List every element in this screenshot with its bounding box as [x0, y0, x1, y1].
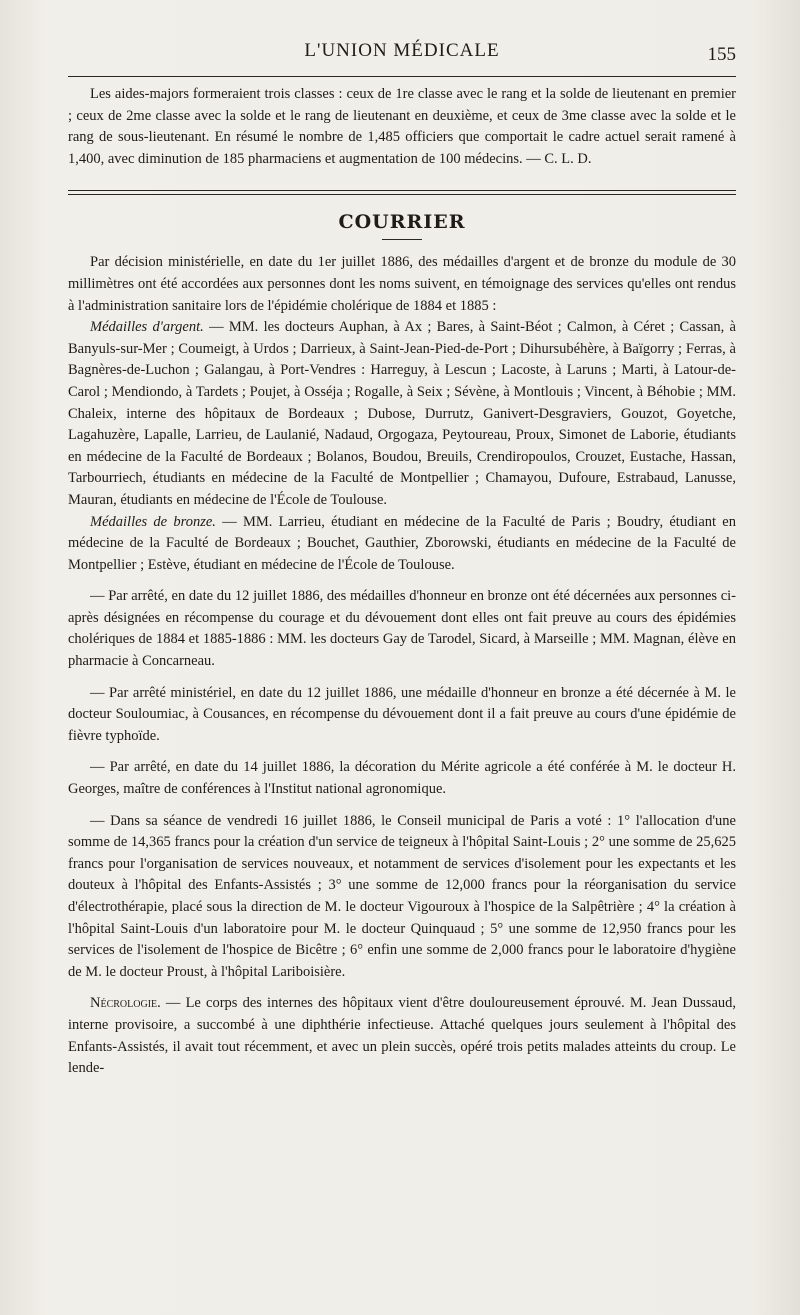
spacer [68, 983, 736, 993]
text-medailles-argent: — MM. les docteurs Auphan, à Ax ; Bares, à Saint-Béot ; Calmon, à Céret ; Cassan, à Banyuls-sur-Mer ; Coumeigt, à Urdos ; Darrieux, à Saint-Jean-Pied-de-Port ; Dihursubéhère, à Baïgorry ; Ferras, à Bagnères-de-Luchon ; Galangau, à Port-Vendres : Harreguy, à Lescun ; Lacoste, à Laruns ; Marti, à Latour-de-Carol ; Mendiondo, à Tardets ; Poujet, à Osséja ; Rogalle, à Seix ; Sévène, à Montlouis ; Vincent, à Béhobie ; MM. Chaleix, interne des hôpitaux de Bordeaux ; Dubose, Durrutz, Ganivert-Desgraviers, Gouzot, Goyetche, Lagahuzère, Lapalle, Larrieu, de Laulanié, Nadaud, Orgogaza, Peytoureau, Proux, Simonet de Laborie, étudiants en médecine de la Faculté de Bordeaux ; Bolanos, Boudou, Breuils, Crendiropoulos, Crouzet, Eustache, Hassan, Tarbourriech, étudiants en médecine de la Faculté de Montpellier ; Chamayou, Dufoure, Estrabaud, Lanusse, Mauran, étudiants en médecine de l'École de Toulouse. [68, 319, 736, 508]
paragraph-merite-agricole: — Par arrêté, en date du 14 juillet 1886, la décoration du Mérite agricole a été conférée à M. le docteur H. Georges, maître de conférences à l'Institut national agronomique. [68, 759, 736, 798]
label-medailles-bronze: Médailles de bronze. [90, 513, 216, 530]
spacer [68, 673, 736, 683]
spacer [68, 576, 736, 586]
page-body [68, 84, 736, 1080]
paragraph-medailles-bronze [68, 512, 736, 577]
paragraph-medailles-argent [68, 317, 736, 511]
header-rule [68, 76, 736, 77]
paragraph-conseil-municipal: — Dans sa séance de vendredi 16 juillet 1886, le Conseil municipal de Paris a voté : 1° l'allocation d'une somme de 14,365 francs pour la création d'un service de teigneux à l'hôpital Saint-Louis ; 2° une somme de 25,625 francs pour l'organisation de services nouveaux, et notamment de services d'isolement pour les expectants et les douteux à l'hôpital des Enfants-Assistés ; 3° une somme de 12,000 francs pour la réorganisation du service d'électrothérapie, placé sous la direction de M. le docteur Vigouroux à l'hospice de la Salpêtrière ; 4° la création à l'hôpital Saint-Louis d'un laboratoire pour M. le docteur Quinquaud ; 5° une somme de 12,950 francs pour les services de l'isolement de l'hospice de Bicêtre ; 6° enfin une somme de 2,000 francs pour le laboratoire d'hygiène de M. le docteur Proust, à l'hôpital Lariboisière. [68, 812, 736, 980]
paragraph-decision: Par décision ministérielle, en date du 1er juillet 1886, des médailles d'argent et de bronze du module de 30 millimètres ont été accordées aux personnes dont les noms suivent, en témoignage des services qu'elles ont rendus à l'administration sanitaire lors de l'épidémie cholérique de 1884 et 1885 : [68, 254, 736, 314]
page-number: 155 [707, 44, 736, 65]
paragraph-souloumiac: — Par arrêté ministériel, en date du 12 juillet 1886, une médaille d'honneur en bronze a été décernée à M. le docteur Souloumiac, à Cousances, en récompense du dévouement dont il a fait preuve au cours d'une épidémie de fièvre typhoïde. [68, 684, 736, 744]
text-medailles-bronze: — MM. Larrieu, étudiant en médecine de la Faculté de Paris ; Boudry, étudiant en médecine de la Faculté de Bordeaux ; Bouchet, Gauthier, Zborowski, étudiants en médecine de la Faculté de Montpellier ; Estève, étudiant en médecine de l'École de Toulouse. [68, 513, 736, 573]
paragraph-medailles-honneur: — Par arrêté, en date du 12 juillet 1886, des médailles d'honneur en bronze ont été décernées aux personnes ci-après désignées en récompense du courage et du dévouement dont elles ont fait preuve au cours des épidémies cholériques de 1884 et 1885-1886 : MM. les docteurs Gay de Tarodel, Sicard, à Marseille ; MM. Magnan, élève en pharmacie à Concarneau. [68, 588, 736, 670]
paragraph-necrologie [68, 993, 736, 1079]
label-medailles-argent: Médailles d'argent. [90, 319, 204, 336]
running-title: L'UNION MÉDICALE [304, 40, 500, 61]
section-divider [68, 190, 736, 195]
spacer [68, 801, 736, 811]
intro-paragraph: Les aides-majors formeraient trois classes : ceux de 1re classe avec le rang et la solde de lieutenant en premier ; ceux de 2me classe avec la solde et le rang de lieutenant en deuxième, et ceux de 3me classe avec la solde et le rang de sous-lieutenant. En résumé le nombre de 1,485 officiers que comportait le cadre actuel serait ramené à 1,400, avec diminution de 185 pharmaciens et augmentation de 100 médecins. — C. L. D. [68, 86, 736, 167]
spacer [68, 747, 736, 757]
text-necrologie: — Le corps des internes des hôpitaux vient d'être douloureusement éprouvé. M. Jean Dussaud, interne provisoire, a succombé à une diphthérie infectieuse. Attaché quelques jours seulement à l'hôpital des Enfants-Assistés, il avait tout récemment, et avec un plein succès, opéré trois petits malades atteints du croup. Le lende- [68, 995, 736, 1077]
running-header [68, 36, 736, 76]
section-title: COURRIER [338, 211, 466, 234]
label-necrologie: Nécrologie. [90, 995, 161, 1012]
title-underline [382, 239, 422, 240]
